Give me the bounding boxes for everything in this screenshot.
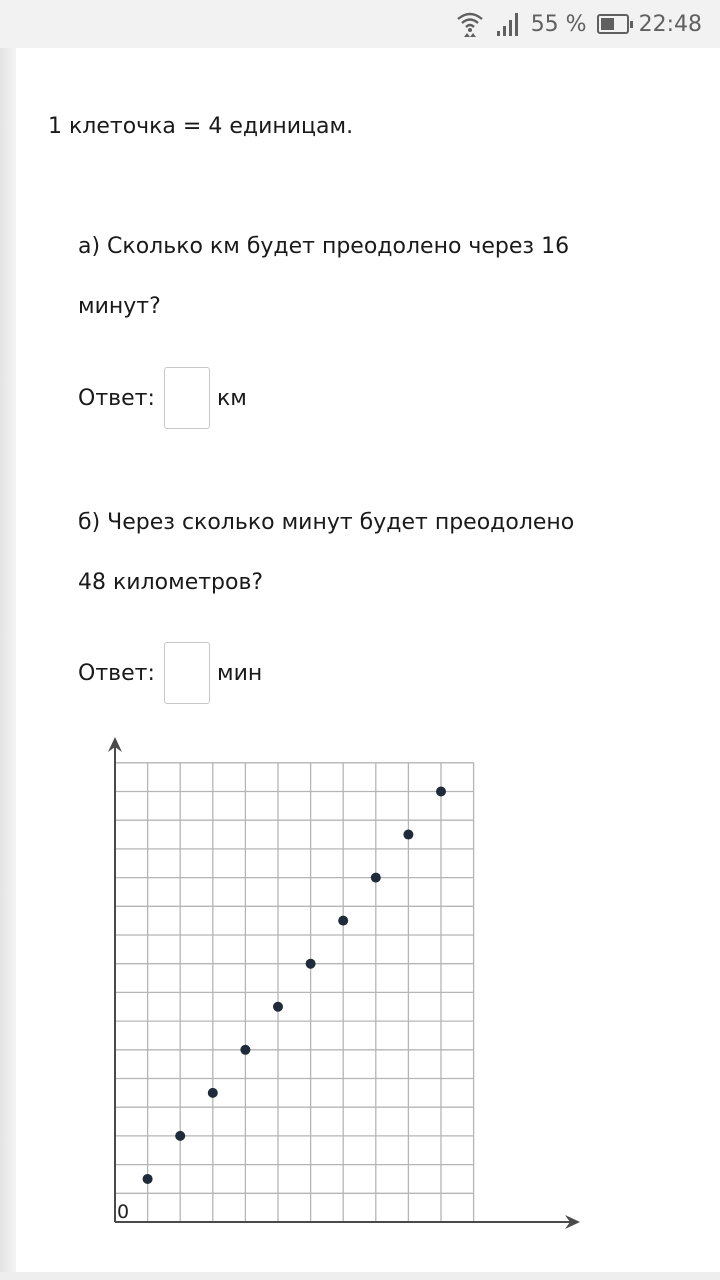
bottom-strip <box>0 1272 720 1280</box>
data-point <box>208 1088 218 1098</box>
answer-b-label: Ответ: <box>78 661 155 686</box>
data-point <box>273 1002 283 1012</box>
data-point <box>338 916 348 926</box>
data-point <box>143 1174 153 1184</box>
data-point <box>403 830 413 840</box>
answer-b-unit: мин <box>217 661 263 686</box>
data-point <box>436 787 446 797</box>
data-point <box>175 1131 185 1141</box>
answer-a-label: Ответ: <box>78 386 155 411</box>
chart-points <box>143 787 446 1184</box>
data-point <box>371 873 381 883</box>
chart-grid <box>115 763 474 1222</box>
question-b-line2: 48 километров? <box>78 570 264 595</box>
question-b-line1: б) Через сколько минут будет преодолено <box>78 510 575 535</box>
data-point <box>306 959 316 969</box>
scale-note: 1 клеточка = 4 единицам. <box>48 114 354 139</box>
battery-percent: 55 % <box>530 11 587 37</box>
clock: 22:48 <box>638 11 702 37</box>
question-a-line2: минут? <box>78 294 161 319</box>
question-a-line1: а) Сколько км будет преодолено через 16 <box>78 234 570 259</box>
answer-a-unit: км <box>217 386 247 411</box>
origin-label: 0 <box>117 1201 130 1223</box>
data-point <box>240 1045 250 1055</box>
chart-axes <box>108 737 580 1229</box>
